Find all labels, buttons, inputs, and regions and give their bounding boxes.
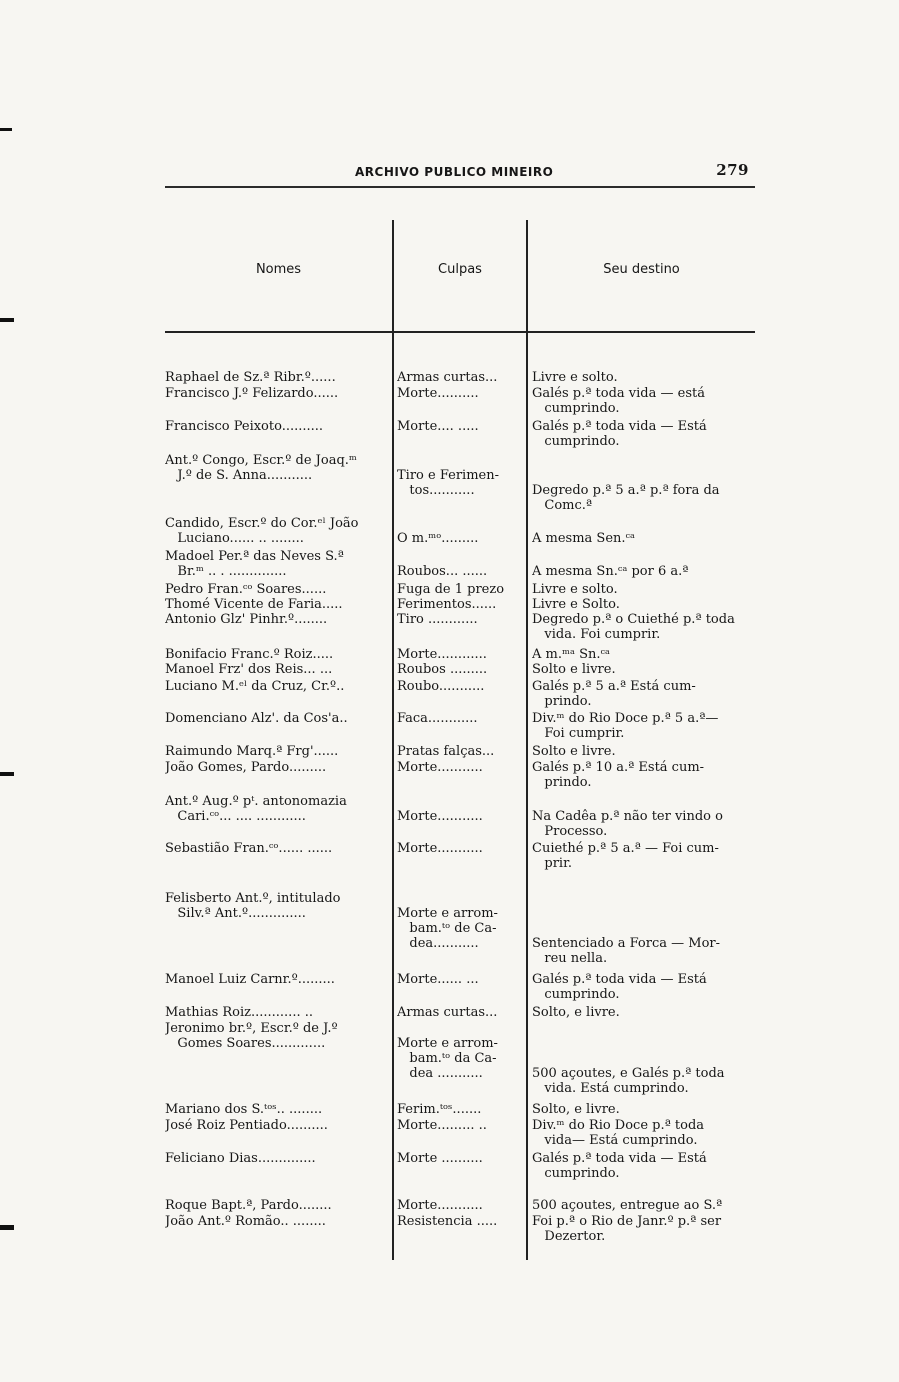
destino-cell: Div.ᵐ do Rio Doce p.ª toda vida— Está cumprindo. (532, 1118, 705, 1148)
destino-cell: A m.ᵐᵃ Sn.ᶜᵃ (532, 647, 611, 662)
nome-cell: José Roiz Pentiado.......... (165, 1118, 328, 1133)
destino-cell: Foi p.ª o Rio de Janr.º p.ª ser Dezertor. (532, 1214, 722, 1244)
nome-cell: João Ant.º Romão.. ........ (165, 1214, 326, 1229)
culpa-cell: Fuga de 1 prezo (397, 582, 505, 597)
nome-cell: Candido, Escr.º do Cor.ᵉˡ João Luciano...... .. ........ (165, 516, 359, 546)
nome-cell: Raphael de Sz.ª Ribr.º...... (165, 370, 336, 385)
destino-cell: Degredo p.ª o Cuiethé p.ª toda vida. Foi cumprir. (532, 612, 735, 642)
destino-cell: Galés p.ª toda vida — Está cumprindo. (532, 419, 707, 449)
culpa-cell: Tiro e Ferimen- tos........... (397, 468, 499, 498)
destino-cell: Degredo p.ª 5 a.ª p.ª fora da Comc.ª (532, 483, 720, 513)
nome-cell: Mathias Roiz............ .. (165, 1005, 313, 1020)
culpa-cell: Morte........... (397, 841, 483, 856)
nome-cell: Manoel Frz' dos Reis... ... (165, 662, 333, 677)
nome-cell: Thomé Vicente de Faria..... (165, 597, 343, 612)
destino-cell: Na Cadêa p.ª não ter vindo o Processo. (532, 809, 723, 839)
page-number: 279 (716, 161, 749, 179)
culpa-cell: Morte...... ... (397, 972, 479, 987)
destino-cell: Sentenciado a Forca — Mor- reu nella. (532, 936, 721, 966)
destino-cell: 500 açoutes, entregue ao S.ª (532, 1198, 723, 1213)
culpa-cell: Ferimentos...... (397, 597, 497, 612)
destino-cell: Livre e Solto. (532, 597, 620, 612)
culpa-cell: Morte......... .. (397, 1118, 487, 1133)
culpa-cell: Morte............ (397, 647, 487, 662)
culpa-cell: Armas curtas... (397, 370, 498, 385)
nome-cell: João Gomes, Pardo......... (165, 760, 327, 775)
culpa-cell: Armas curtas... (397, 1005, 498, 1020)
culpa-cell: Morte.......... (397, 386, 479, 401)
culpa-cell: Roubo........... (397, 679, 485, 694)
destino-cell: Galés p.ª 10 a.ª Está cum- prindo. (532, 760, 705, 790)
table-header-rule (165, 331, 755, 333)
culpa-cell: Morte .......... (397, 1151, 483, 1166)
nome-cell: Manoel Luiz Carnr.º......... (165, 972, 335, 987)
nome-cell: Francisco J.º Felizardo...... (165, 386, 339, 401)
archive-title: ARCHIVO PUBLICO MINEIRO (355, 165, 554, 179)
culpa-cell: Roubos... ...... (397, 564, 488, 579)
culpa-cell: Morte e arrom- bam.ᵗᵒ de Ca- dea........... (397, 906, 498, 951)
destino-cell: Solto e livre. (532, 662, 616, 677)
destino-cell: Div.ᵐ do Rio Doce p.ª 5 a.ª— Foi cumprir. (532, 711, 719, 741)
destino-cell: Solto, e livre. (532, 1102, 620, 1117)
nome-cell: Jeronimo br.º, Escr.º de J.º Gomes Soares............. (165, 1021, 338, 1051)
culpa-cell: Resistencia ..... (397, 1214, 498, 1229)
nome-cell: Luciano M.ᵉˡ da Cruz, Cr.º.. (165, 679, 345, 694)
destino-cell: Galés p.ª toda vida — Está cumprindo. (532, 972, 707, 1002)
culpa-cell: Pratas falças... (397, 744, 495, 759)
destino-cell: Galés p.ª 5 a.ª Está cum- prindo. (532, 679, 696, 709)
destino-cell: A mesma Sn.ᶜᵃ por 6 a.ª (532, 564, 689, 579)
destino-cell: Solto, e livre. (532, 1005, 620, 1020)
nome-cell: Pedro Fran.ᶜᵒ Soares...... (165, 582, 327, 597)
destino-cell: Cuiethé p.ª 5 a.ª — Foi cum- prir. (532, 841, 719, 871)
culpa-cell: Morte.... ..... (397, 419, 479, 434)
nome-cell: Sebastião Fran.ᶜᵒ...... ...... (165, 841, 333, 856)
nome-cell: Ant.º Congo, Escr.º de Joaq.ᵐ J.º de S. Anna........... (165, 453, 357, 483)
margin-mark (0, 128, 12, 131)
nome-cell: Madoel Per.ª das Neves S.ª Br.ᵐ .. . .............. (165, 549, 344, 579)
nome-cell: Domenciano Alz'. da Cos'a.. (165, 711, 348, 726)
destino-cell: A mesma Sen.ᶜᵃ (532, 531, 636, 546)
destino-cell: Livre e solto. (532, 582, 618, 597)
culpa-cell: Ferim.ᵗᵒˢ....... (397, 1102, 482, 1117)
culpa-cell: Morte e arrom- bam.ᵗᵒ da Ca- dea ........... (397, 1036, 498, 1081)
column-header-culpas: Culpas (438, 262, 482, 277)
culpa-cell: Tiro ............ (397, 612, 478, 627)
header-rule (165, 186, 755, 188)
nome-cell: Ant.º Aug.º pᵗ. antonomazia Cari.ᶜᵒ... .... ............ (165, 794, 347, 824)
column-divider (392, 220, 394, 1260)
culpa-cell: Morte........... (397, 1198, 483, 1213)
nome-cell: Roque Bapt.ª, Pardo........ (165, 1198, 332, 1213)
margin-mark (0, 1225, 14, 1230)
nome-cell: Feliciano Dias.............. (165, 1151, 316, 1166)
column-header-destino: Seu destino (603, 262, 680, 277)
destino-cell: Galés p.ª toda vida — Está cumprindo. (532, 1151, 707, 1181)
destino-cell: Galés p.ª toda vida — está cumprindo. (532, 386, 705, 416)
margin-mark (0, 318, 14, 322)
culpa-cell: Morte........... (397, 809, 483, 824)
culpa-cell: Morte........... (397, 760, 483, 775)
destino-cell: Livre e solto. (532, 370, 618, 385)
destino-cell: Solto e livre. (532, 744, 616, 759)
culpa-cell: O m.ᵐᵒ......... (397, 531, 479, 546)
column-header-nomes: Nomes (255, 262, 302, 277)
nome-cell: Bonifacio Franc.º Roiz..... (165, 647, 334, 662)
nome-cell: Raimundo Marq.ª Frg'...... (165, 744, 339, 759)
culpa-cell: Roubos ......... (397, 662, 488, 677)
margin-mark (0, 772, 14, 776)
nome-cell: Felisberto Ant.º, intitulado Silv.ª Ant.º.............. (165, 891, 341, 921)
nome-cell: Mariano dos S.ᵗᵒˢ.. ........ (165, 1102, 323, 1117)
culpa-cell: Faca............ (397, 711, 478, 726)
nome-cell: Antonio Glz' Pinhr.º........ (165, 612, 328, 627)
destino-cell: 500 açoutes, e Galés p.ª toda vida. Está cumprindo. (532, 1066, 725, 1096)
column-divider (526, 220, 528, 1260)
nome-cell: Francisco Peixoto.......... (165, 419, 324, 434)
